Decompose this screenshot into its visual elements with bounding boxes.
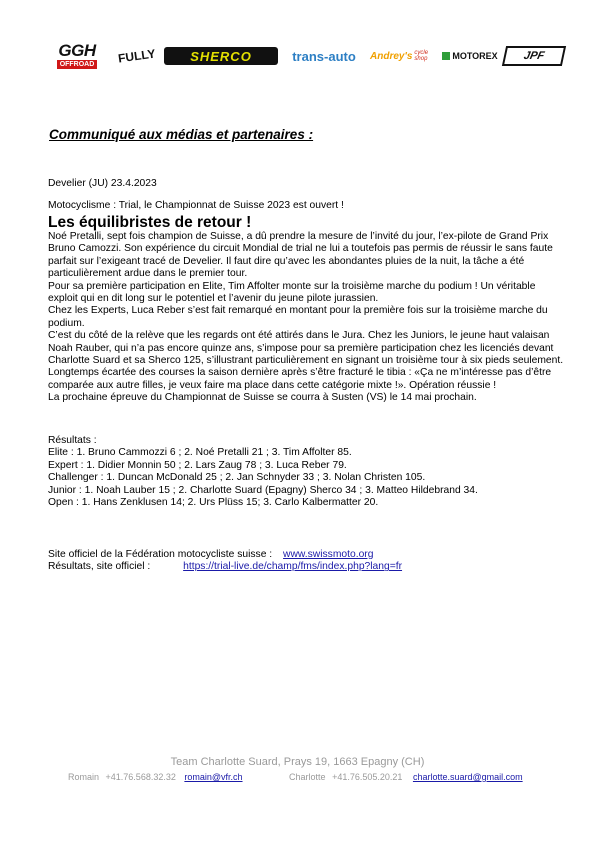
- charlotte-email-link[interactable]: charlotte.suard@gmail.com: [412, 772, 523, 782]
- footer-team-address: Team Charlotte Suard, Prays 19, 1663 Epagny (CH): [170, 756, 425, 768]
- subtitle: Motocyclisme : Trial, le Championnat de Suisse 2023 est ouvert !: [48, 200, 344, 211]
- charlotte-label: Charlotte: [289, 772, 326, 782]
- romain-email-link[interactable]: romain@vfr.ch: [184, 772, 243, 782]
- motorex-logo: [440, 40, 500, 72]
- motorex-square-icon: [442, 52, 450, 60]
- andreys-cycle-shop-logo: [370, 40, 438, 72]
- place-date: Develier (JU) 23.4.2023: [48, 178, 157, 189]
- sherco-logo-text: SHERCO: [190, 48, 252, 64]
- ggh-logo-subtext: OFFROAD: [57, 60, 98, 69]
- results-title: Résultats :: [48, 435, 97, 446]
- sponsor-logos: [50, 40, 565, 72]
- paragraph: La prochaine épreuve du Championnat de Suisse se courra à Susten (VS) le 14 mai prochain.: [48, 392, 477, 404]
- fully-logo: [113, 40, 161, 72]
- romain-label: Romain: [68, 772, 100, 782]
- jpf-logo: [504, 40, 564, 72]
- federation-link[interactable]: www.swissmoto.org: [283, 549, 374, 560]
- charlotte-phone: +41.76.505.20.21: [332, 772, 403, 782]
- result-line: Elite : 1. Bruno Cammozzi 6 ; 2. Noé Pretalli 21 ; 3. Tim Affolter 85.: [48, 447, 352, 459]
- federation-label: Site officiel de la Fédération motocycliste suisse :: [48, 549, 273, 560]
- paragraph: Noé Pretalli, sept fois champion de Suisse, a dû prendre la mesure de l’invité du jour, l’ex-pilote de Grand Prix Bruno Camozzi. Son expérience du circuit Mondial de trial ne lui a toutefois pas permis de réussir le sans faute parfait sur l’exigeant tracé de Develier. Il faut dire qu’avec les abondantes pluies de la nuit, la tâche a été particulièrement ardue dans le premier tour.: [48, 231, 553, 280]
- result-line: Challenger : 1. Duncan McDonald 25 ; 2. Jan Schnyder 33 ; 3. Nolan Christen 105.: [48, 472, 426, 484]
- paragraph: Chez les Experts, Luca Reber s’est fait remarqué en montant pour la première fois sur la troisième marche du podium.: [48, 305, 548, 329]
- result-line: Expert : 1. Didier Monnin 50 ; 2. Lars Zaug 78 ; 3. Luca Reber 79.: [48, 459, 347, 471]
- trans-auto-logo-text: trans-auto: [292, 48, 356, 64]
- official-links: [48, 549, 402, 574]
- fully-logo-text: FULLY: [117, 46, 157, 66]
- article-title: Les équilibristes de retour !: [48, 214, 252, 231]
- romain-phone: +41.76.568.32.32: [105, 772, 176, 782]
- results-site-label: Résultats, site officiel :: [48, 561, 151, 573]
- andreys-logo-text: Andrey's: [370, 50, 413, 62]
- jpf-logo-text: JPF: [522, 50, 546, 62]
- motorex-logo-text: MOTOREX: [452, 51, 498, 61]
- press-release-heading: Communiqué aux médias et partenaires :: [49, 127, 314, 142]
- ggh-logo-text: GGH: [58, 41, 96, 60]
- paragraph: Pour sa première participation en Elite, Tim Affolter monte sur la troisième marche du podium ! Un véritable exploit qui en dit long sur le potentiel et l’avenir du jeune pilote jurassien.: [48, 280, 536, 305]
- results-section: [48, 435, 478, 509]
- results-site-link[interactable]: https://trial-live.de/champ/fms/index.php?lang=fr: [183, 561, 403, 573]
- trans-auto-logo: [280, 40, 368, 72]
- result-line: Junior : 1. Noah Lauber 15 ; 2. Charlotte Suard (Epagny) Sherco 34 ; 3. Matteo Hildebrand 34.: [48, 484, 478, 496]
- footer-contacts: [68, 772, 523, 782]
- article-body: [48, 231, 568, 405]
- andreys-logo-subtext: cycle shop: [414, 50, 429, 62]
- ggh-offroad-logo: [50, 40, 104, 72]
- paragraph: C’est du côté de la relève que les regards ont été attirés dans le Jura. Chez les Juniors, le jeune haut valaisan Noah Rauber, qui n’a pas encore quinze ans, s’impose pour sa première participation chez les licenciés devant Charlotte Suard et sa Sherco 125, s’illustrant particulièrement en signant un troisième tour à six pieds seulement. Longtemps écartée des courses la saison dernière après s’être fracturé le tibia : «Ça ne m’intéresse pas d’être comparée aux autre filles, je veux faire ma place dans cette catégorie mixte !». Opération réussie !: [48, 330, 564, 391]
- result-line: Open : 1. Hans Zenklusen 14; 2. Urs Plüss 15; 3. Carlo Kalbermatter 20.: [48, 497, 379, 509]
- sherco-logo: [164, 40, 278, 72]
